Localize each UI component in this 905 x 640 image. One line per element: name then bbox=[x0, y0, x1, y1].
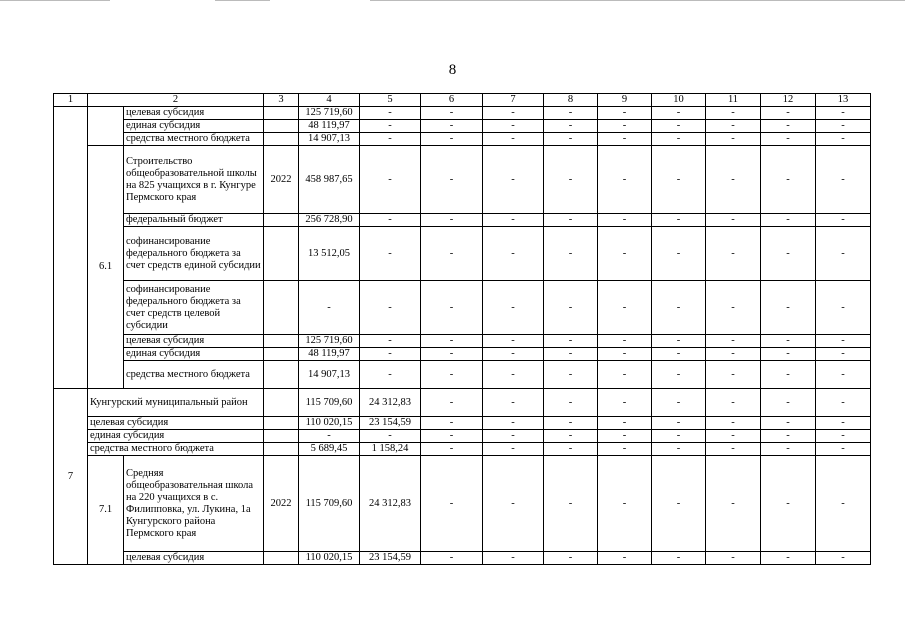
sub-number-cell: 6.1 bbox=[88, 146, 124, 389]
value-cell: - bbox=[483, 348, 544, 361]
value-cell: - bbox=[816, 443, 871, 456]
year-cell: 2022 bbox=[264, 456, 299, 552]
value-cell: - bbox=[421, 120, 483, 133]
value-cell: - bbox=[652, 417, 706, 430]
value-cell: - bbox=[544, 456, 598, 552]
value-cell: - bbox=[652, 227, 706, 281]
year-cell bbox=[264, 430, 299, 443]
value-cell: - bbox=[421, 146, 483, 214]
row-label: Строительство общеобразовательной школы на 825 учащихся в г. Кунгуре Пермского края bbox=[124, 146, 264, 214]
value-cell: - bbox=[706, 107, 761, 120]
value-cell: - bbox=[598, 456, 652, 552]
value-cell: - bbox=[483, 417, 544, 430]
value-cell: 14 907,13 bbox=[299, 133, 360, 146]
year-cell bbox=[264, 417, 299, 430]
value-cell: 48 119,97 bbox=[299, 348, 360, 361]
value-cell: - bbox=[706, 281, 761, 335]
header-cell: 5 bbox=[360, 94, 421, 107]
value-cell: - bbox=[816, 417, 871, 430]
value-cell: - bbox=[544, 227, 598, 281]
sub-number-cell: 7.1 bbox=[88, 456, 124, 565]
value-cell: 1 158,24 bbox=[360, 443, 421, 456]
value-cell: 13 512,05 bbox=[299, 227, 360, 281]
value-cell: - bbox=[421, 417, 483, 430]
table-row bbox=[54, 133, 871, 146]
value-cell: - bbox=[706, 389, 761, 417]
value-cell: - bbox=[483, 107, 544, 120]
value-cell: - bbox=[706, 214, 761, 227]
value-cell: - bbox=[652, 214, 706, 227]
value-cell: - bbox=[761, 146, 816, 214]
value-cell: - bbox=[816, 281, 871, 335]
year-cell bbox=[264, 133, 299, 146]
value-cell: - bbox=[706, 335, 761, 348]
value-cell: 115 709,60 bbox=[299, 456, 360, 552]
row-label: единая субсидия bbox=[124, 120, 264, 133]
table-row bbox=[54, 430, 871, 443]
value-cell: 23 154,59 bbox=[360, 552, 421, 565]
header-cell: 6 bbox=[421, 94, 483, 107]
value-cell: - bbox=[761, 227, 816, 281]
value-cell: - bbox=[544, 417, 598, 430]
header-cell: 7 bbox=[483, 94, 544, 107]
row-number-cell: 7 bbox=[54, 389, 88, 565]
value-cell: - bbox=[598, 120, 652, 133]
value-cell: - bbox=[706, 430, 761, 443]
header-cell: 10 bbox=[652, 94, 706, 107]
year-cell bbox=[264, 281, 299, 335]
table-row bbox=[54, 227, 871, 281]
value-cell: - bbox=[360, 361, 421, 389]
year-cell bbox=[264, 107, 299, 120]
page-number: 8 bbox=[448, 62, 457, 78]
value-cell: - bbox=[360, 281, 421, 335]
value-cell: 256 728,90 bbox=[299, 214, 360, 227]
value-cell: - bbox=[816, 120, 871, 133]
value-cell: - bbox=[483, 133, 544, 146]
header-cell: 11 bbox=[706, 94, 761, 107]
top-edge-mark bbox=[0, 0, 110, 1]
table-row bbox=[54, 120, 871, 133]
year-cell bbox=[264, 552, 299, 565]
value-cell: - bbox=[421, 107, 483, 120]
value-cell: - bbox=[598, 552, 652, 565]
table-row bbox=[54, 146, 871, 214]
value-cell: - bbox=[598, 430, 652, 443]
value-cell: - bbox=[360, 214, 421, 227]
header-row bbox=[54, 94, 871, 107]
value-cell: - bbox=[483, 456, 544, 552]
value-cell: - bbox=[761, 430, 816, 443]
header-cell: 4 bbox=[299, 94, 360, 107]
value-cell: - bbox=[598, 227, 652, 281]
value-cell: - bbox=[544, 552, 598, 565]
value-cell: - bbox=[652, 552, 706, 565]
value-cell: - bbox=[816, 456, 871, 552]
value-cell: - bbox=[360, 120, 421, 133]
value-cell: 110 020,15 bbox=[299, 552, 360, 565]
value-cell: - bbox=[652, 146, 706, 214]
value-cell: - bbox=[421, 281, 483, 335]
value-cell: - bbox=[816, 348, 871, 361]
value-cell: - bbox=[544, 389, 598, 417]
value-cell: 24 312,83 bbox=[360, 389, 421, 417]
row-label: средства местного бюджета bbox=[124, 361, 264, 389]
header-cell: 9 bbox=[598, 94, 652, 107]
value-cell: - bbox=[544, 120, 598, 133]
value-cell: 110 020,15 bbox=[299, 417, 360, 430]
value-cell: - bbox=[421, 389, 483, 417]
value-cell: - bbox=[706, 133, 761, 146]
year-cell bbox=[264, 348, 299, 361]
value-cell: - bbox=[483, 146, 544, 214]
value-cell: - bbox=[816, 133, 871, 146]
value-cell: - bbox=[598, 417, 652, 430]
table-row bbox=[54, 417, 871, 430]
value-cell: - bbox=[483, 120, 544, 133]
value-cell: - bbox=[706, 146, 761, 214]
year-cell: 2022 bbox=[264, 146, 299, 214]
value-cell: - bbox=[761, 107, 816, 120]
value-cell: - bbox=[421, 227, 483, 281]
value-cell: - bbox=[421, 443, 483, 456]
table-row bbox=[54, 456, 871, 552]
value-cell: - bbox=[652, 430, 706, 443]
value-cell: - bbox=[483, 361, 544, 389]
table-row bbox=[54, 335, 871, 348]
value-cell: - bbox=[706, 552, 761, 565]
value-cell: - bbox=[544, 281, 598, 335]
value-cell: - bbox=[652, 133, 706, 146]
value-cell: - bbox=[761, 456, 816, 552]
value-cell: - bbox=[544, 133, 598, 146]
header-cell: 13 bbox=[816, 94, 871, 107]
top-edge-mark bbox=[370, 0, 905, 1]
row-label: Средняя общеобразовательная школа на 220 учащихся в с. Филипповка, ул. Лукина, 1а Кунгурского района Пермского края bbox=[124, 456, 264, 552]
value-cell: - bbox=[598, 107, 652, 120]
value-cell: - bbox=[761, 389, 816, 417]
value-cell: - bbox=[483, 214, 544, 227]
value-cell: - bbox=[544, 335, 598, 348]
row-label: федеральный бюджет bbox=[124, 214, 264, 227]
header-cell: 3 bbox=[264, 94, 299, 107]
value-cell: - bbox=[483, 443, 544, 456]
row-label: целевая субсидия bbox=[124, 107, 264, 120]
value-cell: - bbox=[360, 430, 421, 443]
value-cell: - bbox=[598, 348, 652, 361]
value-cell: - bbox=[421, 335, 483, 348]
value-cell: - bbox=[360, 133, 421, 146]
value-cell: - bbox=[483, 430, 544, 443]
value-cell: - bbox=[761, 348, 816, 361]
value-cell: - bbox=[544, 430, 598, 443]
value-cell: - bbox=[544, 146, 598, 214]
value-cell: - bbox=[652, 389, 706, 417]
value-cell: - bbox=[598, 361, 652, 389]
value-cell: - bbox=[652, 335, 706, 348]
value-cell: - bbox=[360, 146, 421, 214]
value-cell: - bbox=[483, 281, 544, 335]
budget-table bbox=[53, 93, 871, 565]
value-cell: - bbox=[360, 227, 421, 281]
header-cell: 2 bbox=[88, 94, 264, 107]
value-cell: - bbox=[761, 417, 816, 430]
value-cell: - bbox=[706, 361, 761, 389]
value-cell: 458 987,65 bbox=[299, 146, 360, 214]
year-cell bbox=[264, 443, 299, 456]
value-cell: - bbox=[816, 227, 871, 281]
row-label: софинансирование федерального бюджета за счет средств целевой субсидии bbox=[124, 281, 264, 335]
value-cell: - bbox=[706, 456, 761, 552]
value-cell: 5 689,45 bbox=[299, 443, 360, 456]
year-cell bbox=[264, 361, 299, 389]
value-cell: - bbox=[598, 281, 652, 335]
value-cell: 23 154,59 bbox=[360, 417, 421, 430]
row-label: целевая субсидия bbox=[124, 335, 264, 348]
value-cell: - bbox=[816, 335, 871, 348]
value-cell: - bbox=[761, 361, 816, 389]
value-cell: - bbox=[652, 107, 706, 120]
value-cell: - bbox=[598, 443, 652, 456]
value-cell: - bbox=[544, 214, 598, 227]
value-cell: - bbox=[816, 146, 871, 214]
value-cell: - bbox=[761, 552, 816, 565]
header-cell: 12 bbox=[761, 94, 816, 107]
value-cell: - bbox=[421, 361, 483, 389]
table-row bbox=[54, 361, 871, 389]
table-row bbox=[54, 443, 871, 456]
value-cell: - bbox=[652, 443, 706, 456]
row-label: целевая субсидия bbox=[124, 552, 264, 565]
value-cell: 115 709,60 bbox=[299, 389, 360, 417]
value-cell: - bbox=[652, 456, 706, 552]
row-number-cell bbox=[54, 107, 88, 389]
value-cell: - bbox=[544, 107, 598, 120]
value-cell: - bbox=[421, 348, 483, 361]
value-cell: - bbox=[421, 430, 483, 443]
table-row bbox=[54, 348, 871, 361]
value-cell: - bbox=[360, 107, 421, 120]
value-cell: - bbox=[761, 214, 816, 227]
value-cell: - bbox=[598, 133, 652, 146]
value-cell: - bbox=[761, 120, 816, 133]
value-cell: - bbox=[483, 227, 544, 281]
row-label: средства местного бюджета bbox=[88, 443, 264, 456]
year-cell bbox=[264, 335, 299, 348]
value-cell: - bbox=[761, 443, 816, 456]
value-cell: - bbox=[483, 335, 544, 348]
value-cell: - bbox=[544, 348, 598, 361]
table-row bbox=[54, 107, 871, 120]
table-row bbox=[54, 552, 871, 565]
value-cell: - bbox=[544, 361, 598, 389]
value-cell: - bbox=[598, 335, 652, 348]
row-label: софинансирование федерального бюджета за счет средств единой субсидии bbox=[124, 227, 264, 281]
value-cell: - bbox=[598, 214, 652, 227]
row-label: средства местного бюджета bbox=[124, 133, 264, 146]
value-cell: - bbox=[299, 430, 360, 443]
header-cell: 8 bbox=[544, 94, 598, 107]
value-cell: - bbox=[652, 348, 706, 361]
year-cell bbox=[264, 120, 299, 133]
table-row bbox=[54, 281, 871, 335]
header-cell: 1 bbox=[54, 94, 88, 107]
table-row bbox=[54, 389, 871, 417]
value-cell: - bbox=[483, 552, 544, 565]
value-cell: - bbox=[706, 227, 761, 281]
value-cell: - bbox=[421, 552, 483, 565]
value-cell: - bbox=[652, 120, 706, 133]
value-cell: - bbox=[299, 281, 360, 335]
row-label: целевая субсидия bbox=[88, 417, 264, 430]
value-cell: - bbox=[360, 335, 421, 348]
value-cell: - bbox=[816, 430, 871, 443]
year-cell bbox=[264, 214, 299, 227]
value-cell: - bbox=[761, 133, 816, 146]
value-cell: - bbox=[598, 146, 652, 214]
value-cell: - bbox=[544, 443, 598, 456]
row-label: единая субсидия bbox=[124, 348, 264, 361]
value-cell: - bbox=[761, 281, 816, 335]
value-cell: 14 907,13 bbox=[299, 361, 360, 389]
year-cell bbox=[264, 227, 299, 281]
value-cell: - bbox=[598, 389, 652, 417]
value-cell: - bbox=[652, 281, 706, 335]
value-cell: - bbox=[421, 456, 483, 552]
value-cell: - bbox=[360, 348, 421, 361]
value-cell: - bbox=[421, 214, 483, 227]
value-cell: - bbox=[761, 335, 816, 348]
row-label: единая субсидия bbox=[88, 430, 264, 443]
value-cell: - bbox=[652, 361, 706, 389]
value-cell: 48 119,97 bbox=[299, 120, 360, 133]
value-cell: - bbox=[706, 348, 761, 361]
sub-number-cell bbox=[88, 107, 124, 146]
value-cell: - bbox=[706, 120, 761, 133]
value-cell: - bbox=[421, 133, 483, 146]
value-cell: - bbox=[706, 443, 761, 456]
value-cell: - bbox=[816, 214, 871, 227]
value-cell: - bbox=[483, 389, 544, 417]
value-cell: - bbox=[706, 417, 761, 430]
value-cell: 125 719,60 bbox=[299, 107, 360, 120]
top-edge-mark bbox=[215, 0, 270, 1]
table-row bbox=[54, 214, 871, 227]
value-cell: - bbox=[816, 552, 871, 565]
year-cell bbox=[264, 389, 299, 417]
value-cell: - bbox=[816, 361, 871, 389]
value-cell: - bbox=[816, 107, 871, 120]
value-cell: - bbox=[816, 389, 871, 417]
row-label: Кунгурский муниципальный район bbox=[88, 389, 264, 417]
value-cell: 24 312,83 bbox=[360, 456, 421, 552]
value-cell: 125 719,60 bbox=[299, 335, 360, 348]
